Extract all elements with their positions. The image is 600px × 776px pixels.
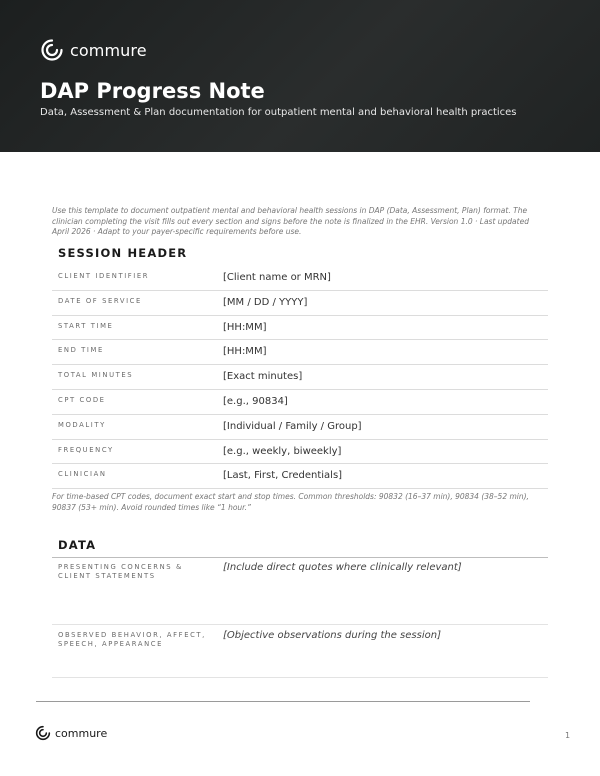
section-title-data: DATA — [58, 538, 97, 552]
footer-logo — [35, 725, 107, 741]
field-row-clinician[interactable] — [52, 464, 548, 489]
field-value[interactable]: [Include direct quotes where clinically relevant] — [223, 562, 462, 573]
field-label: START TIME — [58, 321, 114, 330]
footer-divider — [36, 701, 530, 702]
field-value[interactable]: [Last, First, Credentials] — [223, 470, 343, 482]
page-number: 1 — [565, 731, 571, 740]
document-subtitle: Data, Assessment & Plan documentation for outpatient mental and behavioral health practices — [40, 107, 517, 118]
data-field-observed-behavior[interactable] — [52, 626, 548, 678]
section-title-session-header: SESSION HEADER — [58, 246, 188, 260]
field-row-cpt-code[interactable] — [52, 390, 548, 415]
field-row-total-minutes[interactable] — [52, 365, 548, 390]
commure-logo-icon — [40, 38, 64, 62]
field-row-frequency[interactable] — [52, 440, 548, 465]
field-label: DATE OF SERVICE — [58, 296, 142, 305]
field-value[interactable]: [Exact minutes] — [223, 371, 303, 383]
field-value[interactable]: [HH:MM] — [223, 346, 267, 358]
field-value[interactable]: [Client name or MRN] — [223, 272, 331, 283]
brand-logo — [40, 38, 147, 62]
field-label: CLIENT IDENTIFIER — [58, 272, 150, 280]
field-value[interactable]: [MM / DD / YYYY] — [223, 296, 308, 308]
field-value[interactable]: [Objective observations during the session] — [223, 630, 441, 641]
field-row-client-identifier[interactable] — [52, 266, 548, 291]
session-header-fields — [52, 266, 548, 489]
document-header-banner — [0, 0, 600, 152]
data-field-presenting-concerns[interactable] — [52, 558, 548, 625]
field-row-date-of-service[interactable] — [52, 291, 548, 316]
field-value[interactable]: [HH:MM] — [223, 321, 267, 333]
field-label: CPT CODE — [58, 395, 106, 404]
field-row-end-time[interactable] — [52, 340, 548, 365]
field-value[interactable]: [e.g., weekly, biweekly] — [223, 445, 342, 457]
field-value[interactable]: [e.g., 90834] — [223, 395, 288, 407]
field-label: MODALITY — [58, 420, 106, 429]
field-label: FREQUENCY — [58, 445, 114, 454]
cpt-footnote: For time-based CPT codes, document exact start and stop times. Common thresholds: 90832 (16–37 min), 90834 (38–52 min), 90837 (53+ min). Avoid rounded times like “1 hour.” — [52, 492, 529, 512]
field-label: PRESENTING CONCERNS & CLIENT STATEMENTS — [58, 563, 183, 580]
field-row-modality[interactable] — [52, 415, 548, 440]
field-label: CLINICIAN — [58, 470, 107, 479]
field-label: OBSERVED BEHAVIOR, AFFECT, SPEECH, APPEARANCE — [58, 631, 206, 648]
intro-text: Use this template to document outpatient mental and behavioral health sessions in DAP (Data, Assessment, Plan) format. The clinician completing the visit fills out every section and signs before the note is finalized in the EHR. Version 1.0 · Last updated April 2026 · Adapt to your payer-specific requirements before use. — [52, 206, 529, 236]
field-value[interactable]: [Individual / Family / Group] — [223, 420, 362, 432]
field-label: END TIME — [58, 346, 104, 355]
brand-name: commure — [70, 40, 147, 60]
document-title: DAP Progress Note — [40, 79, 265, 103]
field-row-start-time[interactable] — [52, 316, 548, 341]
field-label: TOTAL MINUTES — [58, 371, 134, 380]
commure-logo-icon — [35, 725, 51, 741]
footer-brand-name: commure — [55, 726, 108, 740]
